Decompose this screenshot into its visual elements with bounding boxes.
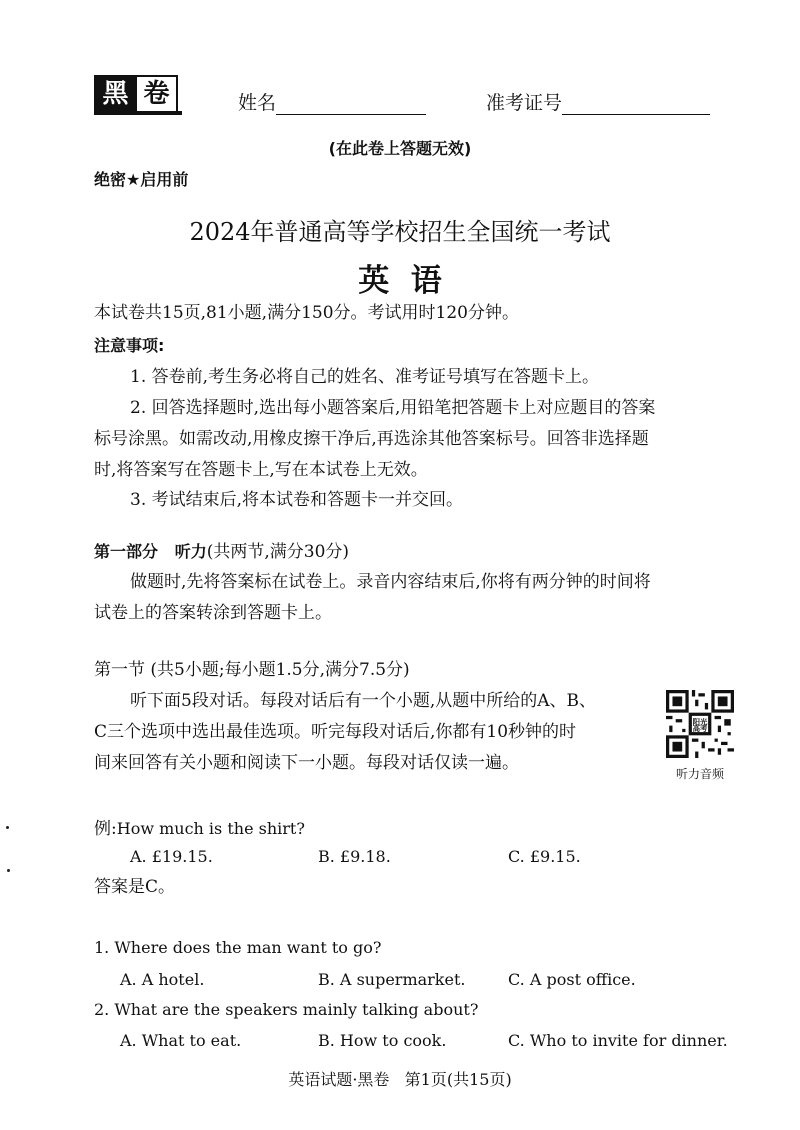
example-question — [94, 813, 305, 845]
section1-desc-line-3: 间来回答有关小题和阅读下一小题。每段对话仅读一遍。 — [94, 753, 519, 773]
exam-id-label: 准考证号 — [486, 92, 563, 114]
example-option-b: B. £9.18. — [318, 847, 391, 866]
audio-qr-code[interactable] — [666, 690, 734, 758]
scan-speck — [7, 869, 10, 872]
example-answer: 答案是C。 — [94, 877, 176, 897]
instruction-item-1: 1. 答卷前,考生务必将自己的姓名、准考证号填写在答题卡上。 — [130, 367, 600, 387]
section1-heading: 第一节 (共5小题;每小题1.5分,满分7.5分) — [94, 660, 410, 680]
part1-desc-line-2: 试卷上的答案转涂到答题卡上。 — [94, 603, 332, 623]
name-blank[interactable] — [276, 96, 426, 115]
invalid-notice: (在此卷上答题无效) — [328, 139, 472, 158]
example-question-text: How much is the shirt? — [116, 819, 305, 838]
question-2-option-c[interactable]: C. Who to invite for dinner. — [508, 1031, 728, 1050]
instruction-item-2-line-1: 2. 回答选择题时,选出每小题答案后,用铅笔把答题卡上对应题目的答案 — [130, 398, 656, 418]
scan-speck — [6, 826, 9, 829]
brand-logo — [94, 75, 180, 115]
svg-text:阳光: 阳光 — [692, 717, 708, 727]
part1-heading-rest: (共两节,满分30分) — [206, 542, 350, 562]
confidential-mark: 绝密★启用前 — [94, 170, 189, 189]
instruction-item-3: 3. 考试结束后,将本试卷和答题卡一并交回。 — [130, 490, 464, 510]
subject-title: 英 语 — [358, 263, 442, 299]
svg-text:高考: 高考 — [692, 724, 708, 734]
example-option-c: C. £9.15. — [508, 847, 581, 866]
question-1-option-a[interactable]: A. A hotel. — [120, 970, 205, 989]
exam-id-blank[interactable] — [562, 96, 710, 115]
question-2-stem: 2. What are the speakers mainly talking about? — [94, 1000, 479, 1019]
name-field[interactable] — [238, 88, 426, 115]
instructions-heading: 注意事项: — [94, 336, 165, 355]
exam-intro: 本试卷共15页,81小题,满分150分。考试用时120分钟。 — [94, 303, 519, 323]
example-prefix: 例: — [94, 819, 117, 839]
part1-heading-bold: 第一部分 听力 — [94, 542, 207, 561]
name-label: 姓名 — [238, 92, 277, 114]
question-1-stem: 1. Where does the man want to go? — [94, 938, 382, 957]
page-footer: 英语试题·黑卷 第1页(共15页) — [288, 1070, 512, 1089]
logo-char-1: 黑 — [94, 75, 137, 113]
instruction-item-2-line-3: 时,将答案写在答题卡上,写在本试卷上无效。 — [94, 460, 428, 480]
question-2-option-a[interactable]: A. What to eat. — [120, 1031, 242, 1050]
exam-title: 2024年普通高等学校招生全国统一考试 — [189, 218, 611, 246]
logo-char-2: 卷 — [135, 75, 178, 113]
section1-desc-line-1: 听下面5段对话。每段对话后有一个小题,从题中所给的A、B、 — [130, 691, 596, 711]
question-2-option-b[interactable]: B. How to cook. — [318, 1031, 447, 1050]
question-1-option-b[interactable]: B. A supermarket. — [318, 970, 466, 989]
example-option-a: A. £19.15. — [130, 847, 213, 866]
qr-label: 听力音频 — [675, 767, 724, 781]
part1-heading — [94, 536, 349, 568]
instruction-item-2-line-2: 标号涂黑。如需改动,用橡皮擦干净后,再选涂其他答案标号。回答非选择题 — [94, 429, 649, 449]
section1-desc-line-2: C三个选项中选出最佳选项。听完每段对话后,你都有10秒钟的时 — [94, 722, 577, 742]
logo-underline — [94, 111, 182, 115]
question-1-option-c[interactable]: C. A post office. — [508, 970, 636, 989]
exam-id-field[interactable] — [486, 88, 710, 115]
part1-desc-line-1: 做题时,先将答案标在试卷上。录音内容结束后,你将有两分钟的时间将 — [130, 572, 651, 592]
